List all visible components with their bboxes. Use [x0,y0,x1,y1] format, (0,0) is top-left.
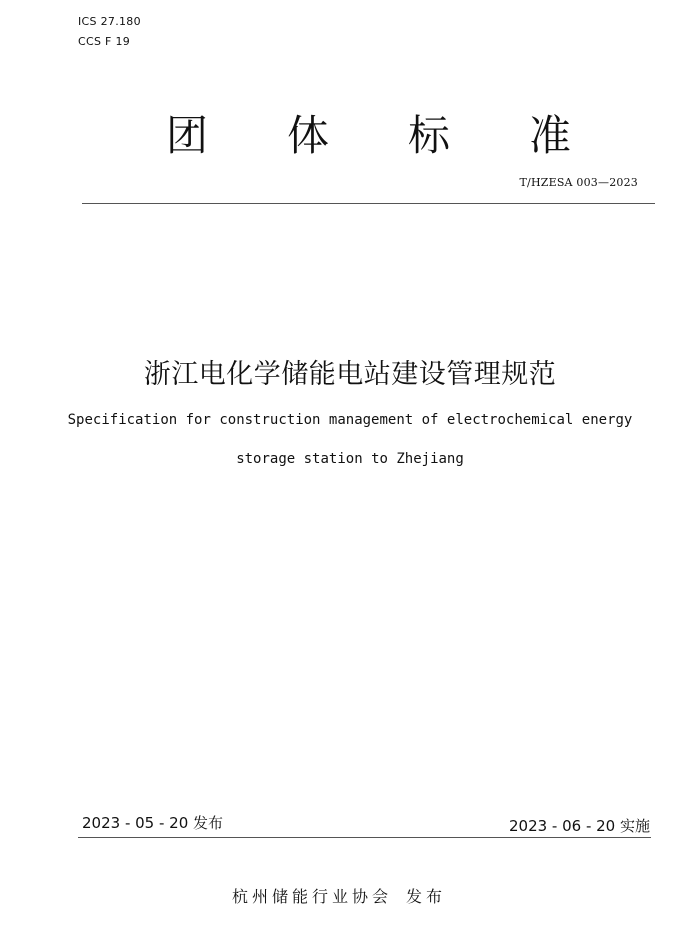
standard-type-title [0,106,700,176]
document-title-english-line1: Specification for construction management of electrochemical energy [67,412,633,428]
standard-type-char: 准 [529,111,572,160]
footer-divider [78,837,651,838]
standard-type-char: 体 [287,111,330,160]
publish-date: 2023 - 05 - 20 发布 [82,814,224,832]
publisher [232,884,446,907]
standard-type-char: 标 [408,111,451,160]
standard-type-char: 团 [166,111,209,160]
document-title-chinese: 浙江电化学储能电站建设管理规范 [143,359,557,390]
ics-code: ICS 27.180 [78,15,141,28]
publisher-issue-label: 发布 [406,887,447,906]
publisher-organization: 杭州储能行业协会 [232,887,393,906]
header-divider [82,203,655,204]
ccs-code: CCS F 19 [78,35,131,48]
implement-date: 2023 - 06 - 20 实施 [508,817,650,835]
standard-number: T/HZESA 003—2023 [519,176,638,189]
document-title-english-line2: storage station to Zhejiang [236,451,464,467]
